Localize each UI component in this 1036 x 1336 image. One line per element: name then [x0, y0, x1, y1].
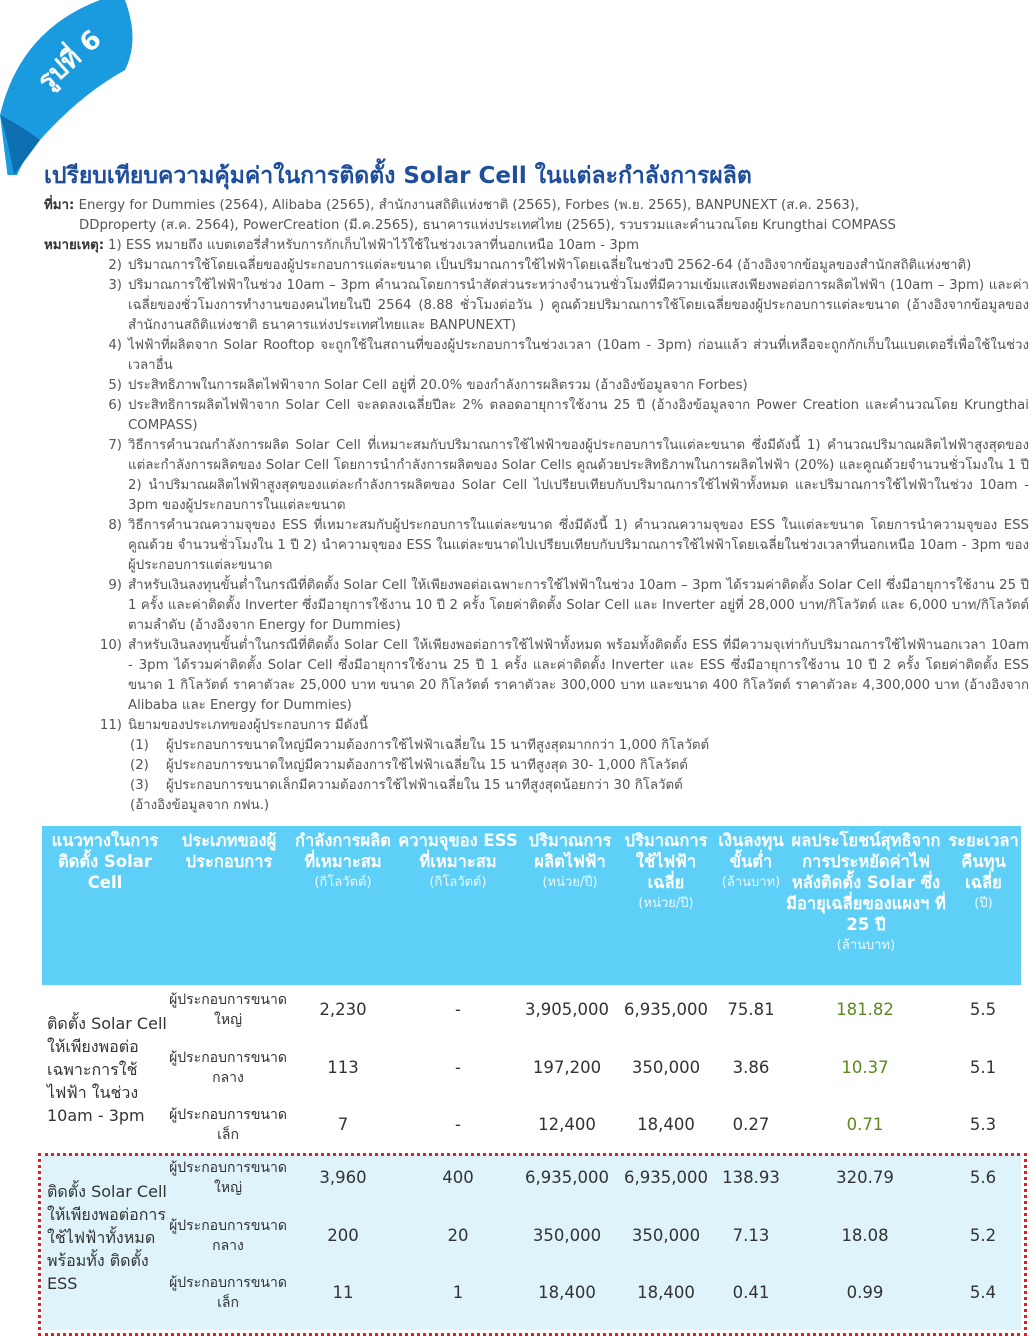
cell-capacity: 11	[332, 1283, 354, 1302]
column-header	[290, 830, 396, 893]
note-number: 11)	[99, 718, 122, 733]
note-text: ปริมาณการใช้โดยเฉลี่ยของผู้ประกอบการแต่ละขนาด เป็นปริมาณการใช้ไฟฟ้าโดยเฉลี่ยในช่วงปี 2562-64 (อ้างอิงจากข้อมูลของสำนักสถิติแห่งชาติ)	[128, 258, 972, 273]
cell-production: 197,200	[532, 1057, 602, 1077]
column-header-title: ประเภทของผู้ประกอบการ	[181, 831, 277, 871]
ribbon-shape	[0, 0, 140, 175]
cell-capacity: 113	[327, 1057, 359, 1077]
cell-production: 18,400	[538, 1283, 596, 1302]
cell-capacity: 3,960	[319, 1168, 367, 1187]
cell-production: 12,400	[538, 1115, 596, 1134]
note-item	[44, 436, 1029, 516]
cell-ess: -	[455, 1057, 461, 1077]
sub-note-number: (1)	[130, 738, 149, 753]
row-operator-type: ผู้ประกอบการขนาดเล็ก	[169, 1275, 287, 1311]
approach-label: ติดตั้ง Solar Cell ให้เพียงพอต่อเฉพาะการใช้ไฟฟ้า ในช่วง 10am - 3pm	[47, 1014, 167, 1125]
note-item	[44, 276, 1029, 336]
cell-benefit: 320.79	[836, 1168, 894, 1187]
cell-investment: 0.27	[732, 1115, 770, 1134]
sub-note-item	[44, 736, 1029, 756]
row-operator-type: ผู้ประกอบการขนาดใหญ่	[169, 992, 287, 1028]
cell-payback: 5.5	[969, 1000, 997, 1019]
cell-ess: 400	[442, 1168, 474, 1187]
cell-production: 3,905,000	[525, 1000, 609, 1019]
note-number: 3)	[108, 278, 122, 293]
cell-ess: 20	[447, 1225, 469, 1245]
cell-usage: 18,400	[637, 1283, 695, 1302]
note-text: สำหรับเงินลงทุนขั้นต่ำในกรณีที่ติดตั้ง Solar Cell ให้เพียงพอต่อเฉพาะการใช้ไฟฟ้าในช่วง 10am – 3pm ได้รวมค่าติดตั้ง Solar Cell ซึ่งมีอายุการใช้งาน 25 ปี 1 ครั้ง และค่าติดตั้ง Inverter ซึ่งมีอายุการใช้งาน 10 ปี 2 ครั้ง โดยค่าติดตั้ง Solar Cell และ Inverter อยู่ที่ 28,000 บาท/กิโลวัตต์ และ 6,000 บาท/กิโลวัตต์ ตามลำดับ (อ้างอิงจาก Energy for Dummies)	[128, 578, 1029, 633]
column-header-unit: (ล้านบาท)	[721, 875, 781, 890]
row-operator-type: ผู้ประกอบการขนาดกลาง	[169, 1049, 287, 1086]
note-number: 8)	[108, 518, 122, 533]
cell-benefit: 181.82	[836, 1000, 894, 1019]
sub-note-text: ผู้ประกอบการขนาดใหญ่มีความต้องการใช้ไฟฟ้าเฉลี่ยใน 15 นาทีสูงสุดมากกว่า 1,000 กิโลวัตต์	[166, 738, 710, 753]
sub-note-text: ผู้ประกอบการขนาดใหญ่มีความต้องการใช้ไฟฟ้าเฉลี่ยใน 15 นาทีสูงสุด 30- 1,000 กิโลวัตต์	[166, 758, 688, 773]
cell-capacity: 2,230	[319, 1000, 367, 1019]
sub-note-item	[44, 776, 1029, 796]
note-item	[44, 376, 1029, 396]
cell-usage: 350,000	[631, 1225, 701, 1245]
note-number: 7)	[108, 438, 122, 453]
cell-payback: 5.1	[969, 1057, 997, 1077]
figure-badge-label: รูปที่ 6	[32, 24, 108, 97]
note-number: 9)	[108, 578, 122, 593]
note-text: วิธีการคำนวณความจุของ ESS ที่เหมาะสมกับผู้ประกอบการในแต่ละขนาด ซึ่งมีดังนี้ 1) คำนวณความจุของ ESS ในแต่ละขนาด โดยการนำความจุของ ESS คูณด้วย จำนวนชั่วโมงใน 1 ปี 2) นำความจุของ ESS ในแต่ละขนาดไปเปรียบเทียบกับปริมาณการใช้ไฟฟ้าโดยเฉลี่ยในช่วงเวลาที่นอกเหนือ 10am - 3pm ของผู้ประกอบการแต่ละขนาด	[128, 518, 1029, 573]
cell-ess: 1	[452, 1283, 464, 1302]
cell-benefit: 10.37	[841, 1057, 889, 1077]
cell-ess: -	[455, 1000, 461, 1019]
column-header-title: เงินลงทุนขั้นต่ำ	[718, 831, 784, 871]
column-header-title: ปริมาณการผลิตไฟฟ้า	[528, 831, 612, 871]
cell-ess: -	[455, 1115, 461, 1134]
row-operator-type: ผู้ประกอบการขนาดเล็ก	[169, 1107, 287, 1143]
approach-label: ติดตั้ง Solar Cell ให้เพียงพอต่อการใช้ไฟฟ้าทั้งหมด พร้อมทั้ง ติดตั้ง ESS	[47, 1182, 167, 1293]
row-operator-type: ผู้ประกอบการขนาดใหญ่	[169, 1160, 287, 1196]
note-item	[44, 236, 1029, 256]
cell-benefit: 18.08	[841, 1225, 889, 1245]
cell-usage: 18,400	[637, 1115, 695, 1134]
cell-investment: 7.13	[732, 1225, 770, 1245]
sub-note-number: (3)	[130, 778, 149, 793]
cell-production: 6,935,000	[525, 1168, 609, 1187]
column-header	[520, 830, 620, 893]
cell-investment: 3.86	[732, 1057, 770, 1077]
cell-payback: 5.2	[969, 1225, 997, 1245]
cell-investment: 75.81	[727, 1000, 775, 1019]
note-item	[44, 516, 1029, 576]
column-header	[618, 830, 714, 914]
column-header-unit: (หน่วย/ปี)	[638, 896, 694, 911]
cell-usage: 6,935,000	[624, 1168, 708, 1187]
cell-capacity: 200	[327, 1225, 359, 1245]
note-item	[44, 256, 1029, 276]
source-line-2: DDproperty (ส.ค. 2564), PowerCreation (มี.ค.2565), ธนาคารแห่งประเทศไทย (2565), รวบรวมและคำนวณโดย Krungthai COMPASS	[79, 218, 896, 233]
cell-investment: 0.41	[732, 1283, 770, 1302]
cell-payback: 5.3	[969, 1115, 997, 1134]
column-header-unit: (กิโลวัตต์)	[429, 875, 487, 890]
column-header-title: กำลังการผลิตที่เหมาะสม	[294, 831, 392, 871]
cell-usage: 6,935,000	[624, 1000, 708, 1019]
cell-benefit: 0.99	[846, 1283, 884, 1302]
page-title: เปรียบเทียบความคุ้มค่าในการติดตั้ง Solar Cell ในแต่ละกำลังการผลิต	[44, 163, 752, 189]
note-text: นิยามของประเภทของผู้ประกอบการ มีดังนี้	[128, 718, 368, 733]
column-header-unit: (ปี)	[974, 896, 993, 911]
column-header	[396, 830, 520, 893]
cell-production: 350,000	[532, 1225, 602, 1245]
cell-payback: 5.6	[969, 1168, 997, 1187]
note-text: วิธีการคำนวณกำลังการผลิต Solar Cell ที่เหมาะสมกับปริมาณการใช้ไฟฟ้าของผู้ประกอบการในแต่ละขนาด ซึ่งมีดังนี้ 1) คำนวณปริมาณผลิตไฟฟ้าสูงสุดของแต่ละกำลังการผลิตของ Solar Cell โดยการนำกำลังการผลิตของ Solar Cells คูณด้วยประสิทธิภาพในการผลิตไฟฟ้า (20%) และคูณด้วยจำนวนชั่วโมงใน 1 ปี 2) นำปริมาณผลิตไฟฟ้าสูงสุดของแต่ละกำลังการผลิตของ Solar Cell ไปเปรียบเทียบกับปริมาณการใช้ไฟฟ้าทั้งหมด และปริมาณการใช้ไฟฟ้าในช่วง 10am - 3pm ของผู้ประกอบการในแต่ละขนาด	[128, 438, 1029, 513]
column-header-title: ระยะเวลาคืนทุนเฉลี่ย	[948, 831, 1019, 892]
column-header-title: ความจุของ ESS ที่เหมาะสม	[398, 831, 518, 871]
note-item	[44, 396, 1029, 436]
note-item	[44, 716, 1029, 736]
source-label: ที่มา:	[44, 198, 75, 213]
note-item	[44, 576, 1029, 636]
cell-benefit: 0.71	[846, 1115, 884, 1134]
figure-badge	[0, 0, 140, 175]
column-header-title: ปริมาณการใช้ไฟฟ้าเฉลี่ย	[624, 831, 708, 892]
note-text: ไฟฟ้าที่ผลิตจาก Solar Rooftop จะถูกใช้ในสถานที่ของผู้ประกอบการในช่วงเวลา (10am - 3pm) ก่อนแล้ว ส่วนที่เหลือจะถูกกักเก็บในแบตเตอรี่เพื่อใช้ในช่วงเวลาอื่น	[128, 338, 1029, 373]
notes-block	[44, 236, 1029, 816]
source-block	[44, 196, 1029, 236]
note-item	[44, 336, 1029, 376]
cell-usage: 350,000	[631, 1057, 701, 1077]
sub-note-item	[44, 756, 1029, 776]
row-operator-type: ผู้ประกอบการขนาดกลาง	[169, 1217, 287, 1254]
note-text: ปริมาณการใช้ไฟฟ้าในช่วง 10am – 3pm คำนวณโดยการนำสัดส่วนระหว่างจำนวนชั่วโมงที่มีความเข้มแสงเพียงพอต่อการผลิตไฟฟ้า (10am – 3pm) และค่าเฉลี่ยของชั่วโมงการทำงานของคนไทยในปี 2564 (8.88 ชั่วโมงต่อวัน ) คูณด้วยปริมาณการใช้โดยเฉลี่ยของผู้ประกอบการแต่ละขนาด (อ้างอิงจากข้อมูลของสำนักงานสถิติแห่งชาติ ธนาคารแห่งประเทศไทยและ BANPUNEXT)	[128, 278, 1029, 333]
sub-note-number: (2)	[130, 758, 149, 773]
note-text: 1) ESS หมายถึง แบตเตอรี่สำหรับการกักเก็บไฟฟ้าไว้ใช้ในช่วงเวลาที่นอกเหนือ 10am - 3pm	[108, 238, 640, 253]
note-number: 4)	[108, 338, 122, 353]
note-number: 6)	[108, 398, 122, 413]
note-number: 2)	[108, 258, 122, 273]
sub-note-text: ผู้ประกอบการขนาดเล็กมีความต้องการใช้ไฟฟ้าเฉลี่ยใน 15 นาทีสูงสุดน้อยกว่า 30 กิโลวัตต์	[166, 778, 683, 793]
column-header-unit: (ล้านบาท)	[836, 938, 896, 953]
sub-note-reference: (อ้างอิงข้อมูลจาก กฟน.)	[130, 798, 270, 813]
column-header	[716, 830, 786, 893]
note-text: ประสิทธิการผลิตไฟฟ้าจาก Solar Cell จะลดลงเฉลี่ยปีละ 2% ตลอดอายุการใช้งาน 25 ปี (อ้างอิงข้อมูลจาก Power Creation และคำนวณโดย Krungthai COMPASS)	[128, 398, 1029, 433]
column-header-unit: (กิโลวัตต์)	[314, 875, 372, 890]
column-header	[42, 830, 168, 893]
column-header-title: ผลประโยชน์สุทธิจากการประหยัดค่าไฟ หลังติดตั้ง Solar ซึ่งมีอายุเฉลี่ยของแผงฯ ที่ 25 ปี	[786, 831, 946, 934]
note-number: 5)	[108, 378, 122, 393]
table-header	[42, 826, 1021, 985]
column-header-unit: (หน่วย/ปี)	[542, 875, 598, 890]
cell-investment: 138.93	[722, 1168, 780, 1187]
column-header	[786, 830, 946, 956]
note-item	[44, 636, 1029, 716]
column-header	[168, 830, 290, 872]
cell-payback: 5.4	[969, 1283, 997, 1302]
cell-capacity: 7	[337, 1115, 349, 1134]
source-line-1: Energy for Dummies (2564), Alibaba (2565), สำนักงานสถิติแห่งชาติ (2565), Forbes (พ.ย. 2565), BANPUNEXT (ส.ค. 2563),	[78, 198, 860, 213]
column-header	[946, 830, 1021, 914]
note-text: ประสิทธิภาพในการผลิตไฟฟ้าจาก Solar Cell อยู่ที่ 20.0% ของกำลังการผลิตรวม (อ้างอิงข้อมูลจาก Forbes)	[128, 378, 748, 393]
note-text: สำหรับเงินลงทุนขั้นต่ำในกรณีที่ติดตั้ง Solar Cell ให้เพียงพอต่อการใช้ไฟฟ้าทั้งหมด พร้อมทั้งติดตั้ง ESS ที่มีความจุเท่ากับปริมาณการใช้ไฟฟ้านอกเวลา 10am - 3pm ได้รวมค่าติดตั้ง Solar Cell ซึ่งมีอายุการใช้งาน 25 ปี 1 ครั้ง และค่าติดตั้ง Inverter และ ESS ซึ่งมีอายุการใช้งาน 10 ปี 2 ครั้ง โดยค่าติดตั้ง ESS ขนาด 1 กิโลวัตต์ ราคาตัวละ 25,000 บาท ขนาด 20 กิโลวัตต์ ราคาตัวละ 300,000 บาท และขนาด 400 กิโลวัตต์ ราคาตัวละ 4,300,000 บาท (อ้างอิงจาก Alibaba และ Energy for Dummies)	[128, 638, 1029, 713]
column-header-title: แนวทางในการติดตั้ง Solar Cell	[51, 831, 159, 892]
note-number: 10)	[99, 638, 122, 653]
notes-label: หมายเหตุ:	[44, 238, 105, 253]
